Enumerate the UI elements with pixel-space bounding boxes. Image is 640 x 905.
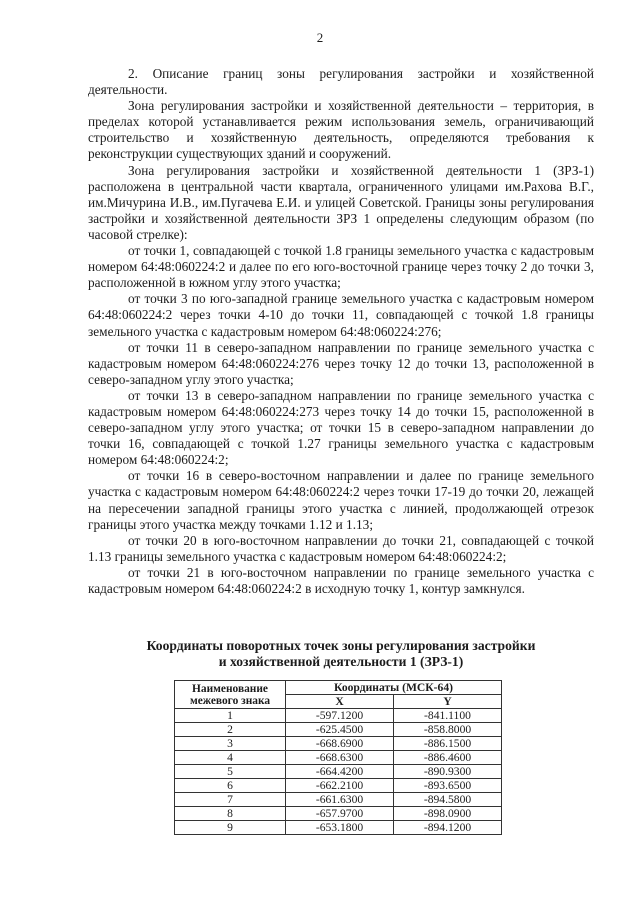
paragraph-boundary-1: от точки 1, совпадающей с точкой 1.8 границы земельного участка с кадастровым номером 64:48:060224:2 и далее по его юго-восточной границе через точку 2 до точки 3, расположенной в южном углу этого участка; bbox=[88, 243, 594, 291]
cell-x: -597.1200 bbox=[286, 709, 394, 723]
paragraph-zone-location: Зона регулирования застройки и хозяйственной деятельности 1 (ЗРЗ-1) расположена в центральной части квартала, ограниченного улицами им.Рахова В.Г., им.Мичурина И.В., им.Пугачева Е.И. и улицей Советской. Границы зоны регулирования застройки и хозяйственной деятельности ЗРЗ 1 определены следующим образом (по часовой стрелке): bbox=[88, 162, 594, 242]
cell-x: -657.9700 bbox=[286, 807, 394, 821]
cell-y: -894.1200 bbox=[394, 821, 502, 835]
cell-marker: 6 bbox=[175, 779, 286, 793]
table-row bbox=[175, 723, 502, 737]
cell-marker: 8 bbox=[175, 807, 286, 821]
cell-x: -668.6900 bbox=[286, 737, 394, 751]
cell-marker: 3 bbox=[175, 737, 286, 751]
header-marker-name: Наименование межевого знака bbox=[175, 681, 286, 709]
cell-y: -898.0900 bbox=[394, 807, 502, 821]
cell-y: -894.5800 bbox=[394, 793, 502, 807]
paragraph-definition: Зона регулирования застройки и хозяйственной деятельности – территория, в пределах которой устанавливается режим использования земель, ограничивающий строительство и хозяйственную деятельность, определяются требования к реконструкции существующих зданий и сооружений. bbox=[88, 98, 594, 162]
table-row bbox=[175, 751, 502, 765]
cell-x: -661.6300 bbox=[286, 793, 394, 807]
table-row bbox=[175, 821, 502, 835]
table-row bbox=[175, 807, 502, 821]
cell-y: -886.1500 bbox=[394, 737, 502, 751]
paragraph-boundary-2: от точки 3 по юго-западной границе земельного участка с кадастровым номером 64:48:060224:2 через точки 4-10 до точки 11, совпадающей с точкой 1.8 границы земельного участка с кадастровым номером 64:48:060224:276; bbox=[88, 291, 594, 339]
section-heading: 2. Описание границ зоны регулирования застройки и хозяйственной деятельности. bbox=[88, 66, 594, 98]
paragraph-boundary-3: от точки 11 в северо-западном направлении по границе земельного участка с кадастровым номером 64:48:060224:276 через точку 12 до точки 13, расположенной в северо-западном углу этого участка; bbox=[88, 339, 594, 387]
coordinates-table-body bbox=[175, 709, 502, 835]
cell-y: -858.8000 bbox=[394, 723, 502, 737]
paragraph-boundary-4: от точки 13 в северо-западном направлении по границе земельного участка с кадастровым номером 64:48:060224:273 через точку 14 до точки 15, расположенной в северо-западном углу этого участка; от точки 15 в северо-западном направлении до точки 16, совпадающей с точкой 1.27 границы земельного участка с кадастровым номером 64:48:060224:2; bbox=[88, 387, 594, 468]
coordinates-table bbox=[174, 680, 502, 835]
table-row bbox=[175, 737, 502, 751]
table-row bbox=[175, 765, 502, 779]
cell-x: -653.1800 bbox=[286, 821, 394, 835]
cell-y: -893.6500 bbox=[394, 779, 502, 793]
cell-x: -664.4200 bbox=[286, 765, 394, 779]
cell-marker: 9 bbox=[175, 821, 286, 835]
cell-marker: 2 bbox=[175, 723, 286, 737]
table-row bbox=[175, 793, 502, 807]
paragraph-boundary-7: от точки 21 в юго-восточном направлении по границе земельного участка с кадастровым номером 64:48:060224:2 в исходную точку 1, контур замкнулся. bbox=[88, 564, 594, 596]
cell-y: -841.1100 bbox=[394, 709, 502, 723]
cell-y: -890.9300 bbox=[394, 765, 502, 779]
paragraph-boundary-6: от точки 20 в юго-восточном направлении до точки 21, совпадающей с точкой 1.13 границы земельного участка с кадастровым номером 64:48:060224:2; bbox=[88, 532, 594, 564]
document-body bbox=[88, 66, 594, 597]
cell-marker: 1 bbox=[175, 709, 286, 723]
header-coordinates: Координаты (МСК-64) bbox=[286, 681, 502, 695]
cell-marker: 5 bbox=[175, 765, 286, 779]
table-row bbox=[175, 709, 502, 723]
cell-marker: 7 bbox=[175, 793, 286, 807]
table-title-line-1: Координаты поворотных точек зоны регулирования застройки bbox=[146, 638, 536, 653]
cell-y: -886.4600 bbox=[394, 751, 502, 765]
header-y: Y bbox=[394, 695, 502, 709]
header-x: X bbox=[286, 695, 394, 709]
page-number: 2 bbox=[316, 30, 324, 45]
cell-marker: 4 bbox=[175, 751, 286, 765]
cell-x: -668.6300 bbox=[286, 751, 394, 765]
table-row bbox=[175, 779, 502, 793]
cell-x: -625.4500 bbox=[286, 723, 394, 737]
table-title-line-2: и хозяйственной деятельности 1 (ЗРЗ-1) bbox=[218, 654, 464, 669]
paragraph-boundary-5: от точки 16 в северо-восточном направлении и далее по границе земельного участка с кадастровым номером 64:48:060224:2 через точки 17-19 до точки 20, лежащей на пересечении западной границы этого участка с линией, продолжающей отрезок границы этого участка между точками 1.12 и 1.13; bbox=[88, 468, 594, 532]
cell-x: -662.2100 bbox=[286, 779, 394, 793]
table-title bbox=[88, 638, 594, 670]
